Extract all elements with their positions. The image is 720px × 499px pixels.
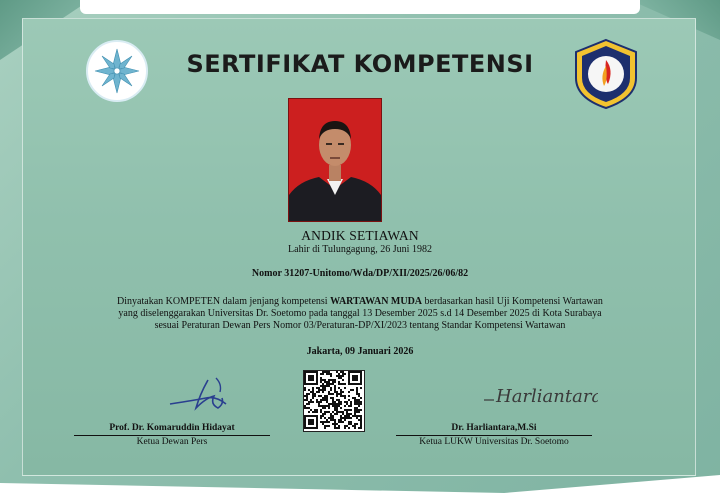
birth-info: Lahir di Tulungagung, 26 Juni 1982 bbox=[288, 244, 432, 255]
top-white-band bbox=[80, 0, 640, 14]
signature-left bbox=[166, 374, 238, 416]
competency-statement bbox=[40, 296, 680, 333]
statement-level: WARTAWAN MUDA bbox=[330, 296, 423, 307]
statement-line-3: sesuai Peraturan Dewan Pers Nomor 03/Peraturan-DP/XI/2023 tentang Standar Kompetensi Wartawan bbox=[154, 320, 566, 332]
statement-line-2: yang diselenggarakan Universitas Dr. Soetomo pada tanggal 13 Desember 2025 s.d 14 Desember 2025 di Kota Surabaya bbox=[118, 308, 602, 320]
signer-left-role: Ketua Dewan Pers bbox=[136, 437, 208, 447]
signature-line-right bbox=[396, 435, 592, 436]
signer-left bbox=[74, 423, 270, 447]
signer-left-name: Prof. Dr. Komaruddin Hidayat bbox=[109, 423, 235, 433]
signer-right-role: Ketua LUKW Universitas Dr. Soetomo bbox=[419, 437, 569, 447]
qr-code-icon[interactable] bbox=[303, 370, 365, 432]
certificate-title: SERTIFIKAT KOMPETENSI bbox=[186, 50, 534, 78]
statement-post: berdasarkan hasil Uji Kompetensi Wartawan bbox=[422, 296, 603, 307]
place-date: Jakarta, 09 Januari 2026 bbox=[306, 346, 414, 357]
signature-right bbox=[478, 378, 598, 412]
signer-right bbox=[396, 423, 592, 447]
signature-right-text: Harliantara bbox=[496, 386, 598, 407]
recipient-name: ANDIK SETIAWAN bbox=[301, 228, 419, 243]
portrait-photo bbox=[288, 98, 382, 222]
signature-line-left bbox=[74, 435, 270, 436]
certificate-number: Nomor 31207-Unitomo/Wda/DP/XII/2025/26/06/82 bbox=[251, 268, 469, 279]
signer-right-name: Dr. Harliantara,M.Si bbox=[451, 423, 537, 433]
statement-pre: Dinyatakan KOMPETEN dalam jenjang kompetensi bbox=[117, 296, 331, 307]
